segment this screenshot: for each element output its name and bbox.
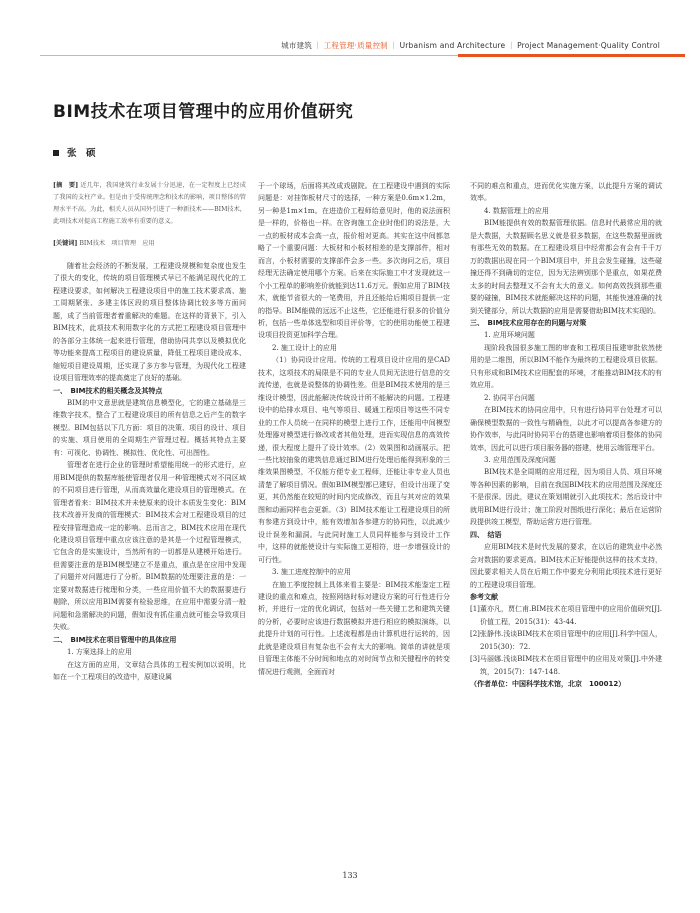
- paragraph: 在施工季度控制上具体来看主要是：BIM技术能鉴定工程建设的重点和难点，按照网络时标对建设方案的可行性进行分析，并进行一定的优化调试，包括对一些关键工艺和建筑关键的分析，必要时应该进行数据模拟并进行相应的模拟演练，以此提升计划的可行性。上述流程都是由计算机进行运转的，因此就是建设项目有复杂也不会有太大的影响。简单的讲就是项目管理主体能不分时间和地点的对时间节点和关键程序的转变情况进行观测，全面而对: [258, 580, 450, 676]
- author-affiliation: （作者单位：中国科学技术馆，北京 100012）: [470, 680, 626, 689]
- paragraph: BIM能提供有效的数据管理依据。信息时代最常应用的就是大数据，大数据顾名思义就是很多数据，在这些数据里面就有那些无效的数据。在工程建设项目中经常都会有会有千千万万的数据出现在同一个BIM项目中，并且会发生碰撞，这些碰撞还得不到确切的定位，因为无法辨别那个是重点，如果花费太多的时间去整理又不会有太大的意义。如何高效找到那些重要的碰撞，BIM技术就能解决这样的问题，其能快速准确的找到关键部分，所以大数据的应用是需要借助BIM技术实现的。: [470, 219, 662, 315]
- header-category-en: Project Management·Quality Control: [517, 41, 660, 50]
- square-bullet-icon: [53, 150, 59, 156]
- article-title: BIM技术在项目管理中的应用价值研究: [53, 102, 354, 122]
- keywords-text: BIM技术 项目管理 应用: [77, 240, 155, 247]
- subsection-heading: 4. 数据管理上的应用: [484, 206, 549, 215]
- paragraph: BIM的中文意思就是建筑信息模型化，它的建立基础是三维数字技术，整合了工程建设项目的所有信息之后产生的数字模型。BIM包括以下几方面：项目的决策、项目的设计、项目的实施、项目使用的全周期生产管理过程。概括其特点主要有：可视化、协调性、模拟性、优化性、可出图性。: [53, 398, 246, 457]
- abstract-label: [摘 要]: [53, 182, 79, 189]
- section-heading-3: 三、 BIM技术应用存在的问题与对策: [470, 318, 587, 327]
- header-section: 城市建筑: [281, 41, 312, 50]
- running-header: 城市建筑 ｜ 工程管理·质量控制 ｜ Urbanism and Architecture ｜ Project Management·Quality Control: [281, 41, 660, 50]
- paragraph: 在BIM技术的协同应用中，只有进行协同平台处理才可以确保模型数据的一致性与精确性，以此才可以提高各参建方的协作效率，与此同时协同平台的搭建也影响着项目整体的协同效率，因此可以进行项目服务器的搭建，使用云端管理平台。: [470, 406, 662, 452]
- section-heading-2: 二、 BIM技术在项目管理中的具体应用: [53, 635, 177, 644]
- column-1: [53, 180, 246, 880]
- subsection-heading: 1. 应用环境问题: [484, 331, 535, 340]
- subsection-heading: 2. 协同平台问题: [484, 393, 535, 402]
- header-category: 工程管理·质量控制: [323, 41, 388, 50]
- paragraph: 不同的难点和重点，进而优化实施方案，以此提升方案的调试效率。: [470, 182, 662, 203]
- section-heading-4: 四、 结语: [470, 530, 502, 539]
- header-section-en: Urbanism and Architecture: [399, 41, 506, 50]
- header-rule: [40, 55, 458, 56]
- intro-paragraph: 随着社会经济的不断发展，工程建设规模和复杂度也发生了很大的变化，传统的项目管理模式早已不能满足现代化的工程建设要求，如何解决工程建设项目中的施工技术要求高、施工周期紧张、多建主体区段的项目整体协调比较多等方面问题，成了当前管理者着重解决的难题。在这样的背景下，引入BIM技术，此项技术利用数字化的方式把工程建设项目管理中的各部分主体统一起来进行管理，借助协同共享以及模拟优化等功能来提高工程项目的建设质量，降低工程项目建设成本、缩短项目建设周期，还实现了多方参与管理，为现代化工程建设项目管理效率的提高奠定了良好的基础。: [53, 262, 246, 383]
- subsection-heading: 3. 应用范围及深度问题: [484, 455, 556, 464]
- column-2: [258, 180, 450, 900]
- column-3: [470, 180, 662, 900]
- reference-item: [3]马丽娜.浅谈BIM技术在项目管理中的应用及对策[J].中外建筑，2015(7)：147-148.: [470, 655, 662, 676]
- subsection-heading: 2. 施工设计上的应用: [272, 343, 337, 352]
- paragraph: 现阶段我国很多施工图的审查和工程项目报建审批依然使用的是二维图，所以BIM不能作为最终的工程建设项目依据。只有形成和BIM技术应用配套的环境，才能推动BIM技术的有效应用。: [470, 343, 662, 390]
- abstract-text: 近几年，我国建筑行业发展十分迅速，在一定程度上已经成了我国的支柱产业。但是由于受传统理念和技术的影响，项目整体的管理水平不高。为此，相关人员从国外引进了一种新技术——BIM技术，此项技术对提高工程施工效率有重要的意义。: [53, 182, 246, 225]
- section-heading-1: 一、 BIM技术的相关概念及其特点: [53, 386, 163, 395]
- paragraph: 应用BIM技术是时代发展的要求，在以后的建筑业中必然会对数据的要求更高。BIM技术正好能提供这样的技术支持，因此要求相关人员在后期工作中要充分利用此项技术进行更好的工程建设项目管理。: [470, 543, 662, 589]
- subsection-heading: 3. 施工进度控制中的应用: [272, 568, 351, 577]
- references-heading: 参考文献: [470, 592, 498, 601]
- keywords-label: [关键词]: [53, 240, 78, 247]
- paragraph: 在这方面的应用，文章结合具体的工程实例加以说明，比如在一个工程项目的改造中，原建设属: [53, 660, 246, 681]
- paragraph: 管理者在进行企业的管理时希望能用统一的形式进行，应用BIM提供的数据库能使管理者仅用一种管理模式对不同区域的不同项目进行管理，从而高效量化建设项目的管理模式。在管理者看来：BIM技术并未使原来的设计本质发生变化：BIM技术改善开发商的管理模式：BIM技术会对工程建设项目的过程安排管理造成一定的影响。总而言之，BIM技术应用在现代化建设项目管理中重点应该注意的是其是一个过程管理模式，它包含的是实施设计，当然所有的一切都是从建模开始进行。但需要注意的是BIM模型建立不是重点，重点是在应用中发现了问题并对问题进行了分析。BIM数据的处理要注意的是：一定要对数据进行梳理和分类，一些应用价值不大的数据要进行剔除，所以应用BIM需要有检验思维，在应用中需要分清一般问题和急需解决的问题，假如没有抓住重点就可能会导致项目失败。: [53, 461, 246, 632]
- reference-item: [1]董亦凡，贾仁甫.BIM技术在项目管理中的应用价值研究[J].价值工程，2015(31)：43-44.: [470, 605, 662, 626]
- keywords: [53, 238, 246, 250]
- subsection-heading: 1. 方案选择上的应用: [67, 648, 132, 657]
- paragraph: BIM技术是全周期的应用过程，因为项目人员、项目环境等各种因素的影响，目前在我国BIM技术的应用范围及深度还不是很深。因此，建议在策划期就引入此项技术；然后设计中就用BIM进行设计；施工阶段对图纸进行深化；最后在运营阶段提供竣工模型，帮助运营方进行管理。: [470, 468, 662, 527]
- author-name: 张 硕: [67, 148, 96, 159]
- page-number: 133: [342, 871, 358, 880]
- reference-item: [2]张静伟.浅谈BIM技术在项目管理中的应用[J].科学中国人，2015(30)：72.: [470, 630, 662, 651]
- paragraph: （1）协同设计应用。传统的工程项目设计应用的是CAD技术，这项技术的局限是不同的专业人员间无法进行信息的交流传递，也就是说整体的协调性差。但是BIM技术使用的是三维设计模型，因此能解决传统设计所不能解决的问题。工程建设中的给排水项目、电气等项目、暖通工程项目等这些不同专业的工作人员统一在同样的模型上进行工作，还能用中间模型处理器对模型进行修改或者其他处理，进而实现信息的高效传递，很大程度上提升了设计效率。（2）效果图和动画展示。把一些比较抽象的建筑信息通过BIM进行处理后能得到形象的三维效果图模型，不仅能方便专业工程师，还能让非专业人员也清楚了解项目情况。假如BIM模型都已建好，但设计出现了变更，其仍然能在较短的时间内完成修改，而且与其对应的效果图和动画同样也会更新。（3）BIM技术能让工程建设项目的所有参建方到设计中，能有效增加各参建方的协同性，以此减少设计误差和漏洞。与此同时施工人员同样能参与到设计工作中，这样的就能使设计与实际施工更相符，进一步增强设计的可行性。: [258, 356, 450, 564]
- abstract: [53, 180, 246, 228]
- header-accent-bar: [458, 54, 685, 57]
- paragraph: 于一个球场，后面将其改成戏剧院。在工程建设中遇到的实际问题是：对挂饰板材尺寸的选择，一种方案是0.6m×1.2m，另一种是1m×1m。在进造价工程师给意见时，他的说法面积是一样的，价格也一样。在咨询施工企业时他们的说法是，大一点的板材成本会高一点，报价相对更高。其实在这中间都忽略了一个重要问题：大板材和小板材相差的是支撑部件，相对而言，小板材需要的支撑部件会多一些。多次询问之后，项目经理无法确定使用哪个方案。后来在实际施工中才发现就这一个小工程单的影响差价就能到达11.6万元。假如应用了BIM技术，就能节省很大的一笔费用，并且还能给后期项目提供一定的指导。BIM能做的远远不止这些，它还能进行很多的价值分析，包括一些单体选型和项目评价等，它的使用功能使工程建设项目投资更加科学合理。: [258, 182, 450, 340]
- author-line: [53, 145, 96, 159]
